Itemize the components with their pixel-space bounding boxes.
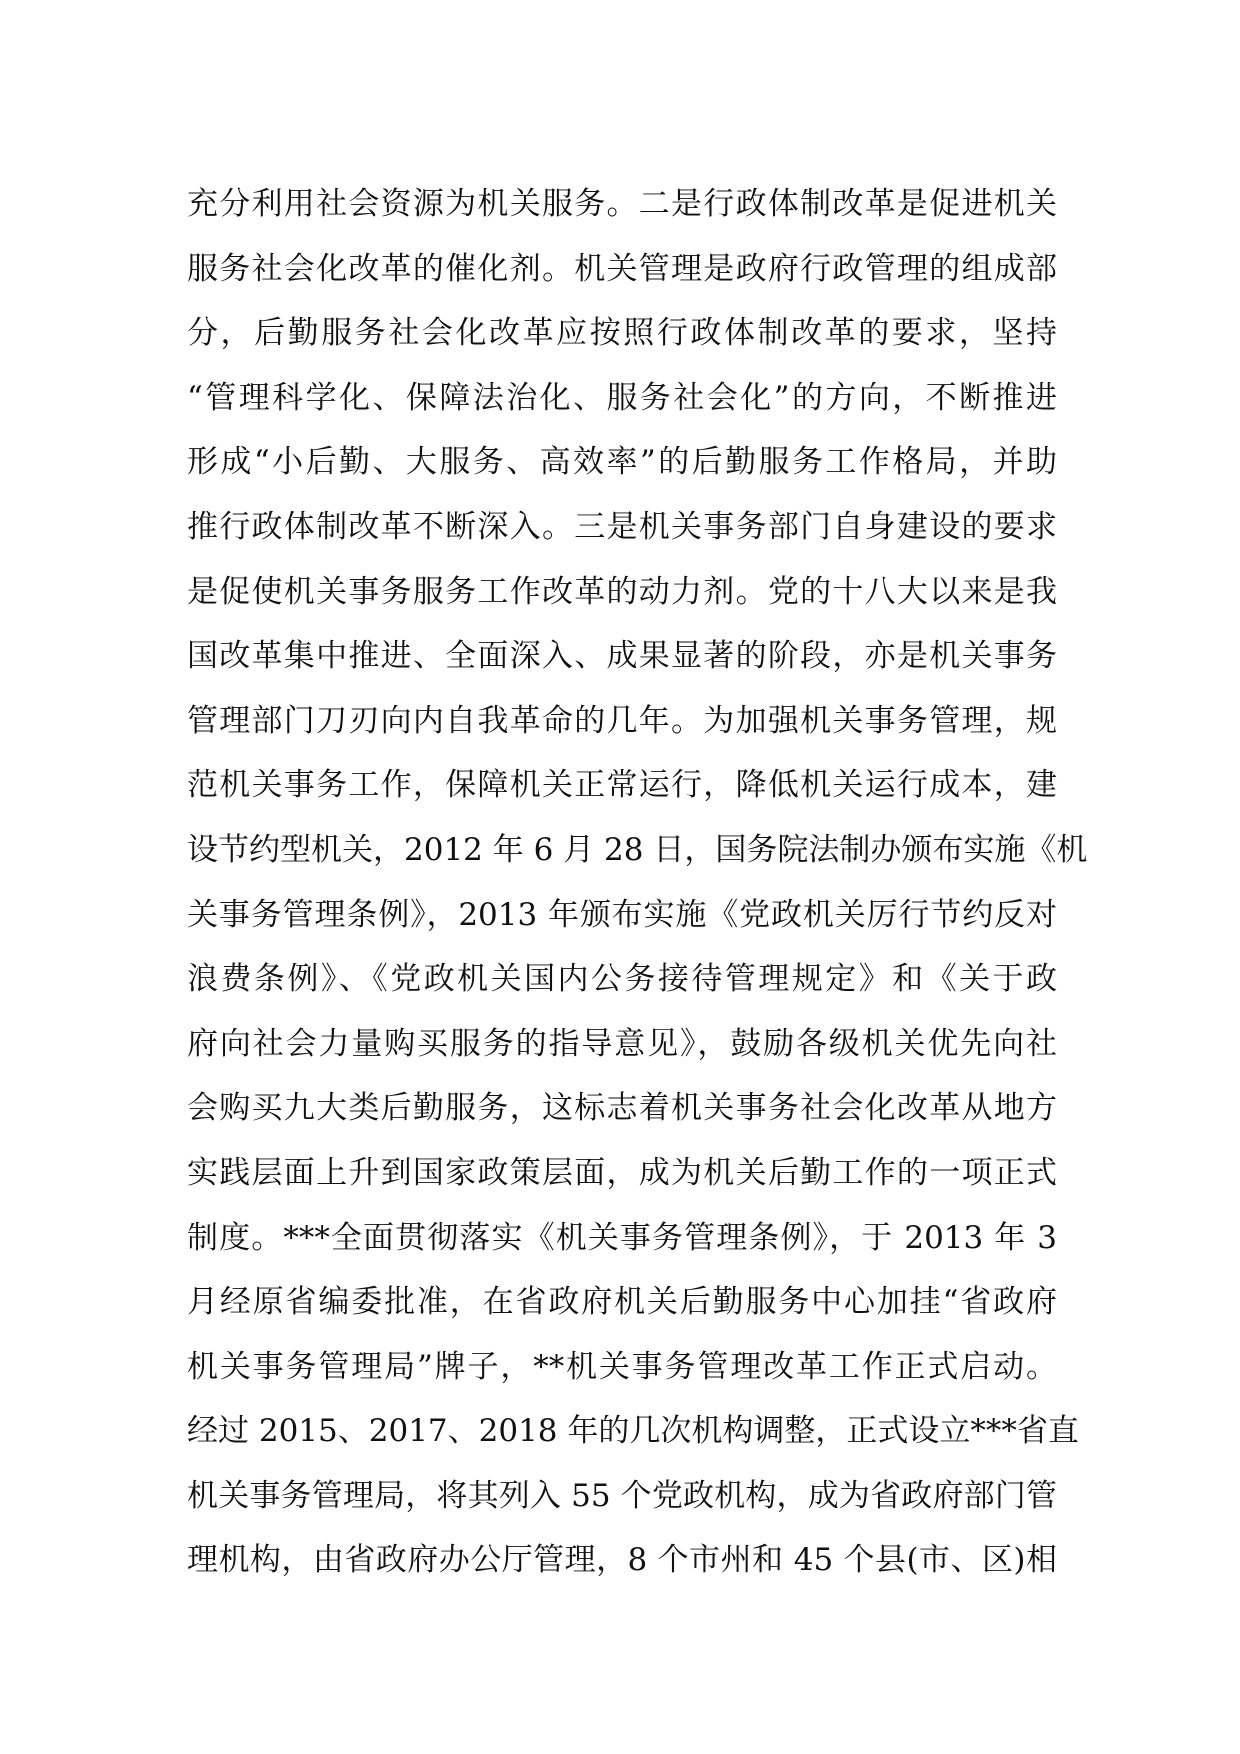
body-paragraph xyxy=(187,172,1088,1593)
text-line-5: 形成“小后勤、大服务、高效率”的后勤服务工作格局，并助 xyxy=(187,444,1057,481)
text-line-7: 是促使机关事务服务工作改革的动力剂。党的十八大以来是我 xyxy=(187,573,1057,610)
text-line-19: 机关事务管理局”牌子，**机关事务管理改革工作正式启动。 xyxy=(187,1348,1057,1385)
text-line-2: 服务社会化改革的催化剂。机关管理是政府行政管理的组成部 xyxy=(187,250,1057,287)
text-line-4: “管理科学化、保障法治化、服务社会化”的方向，不断推进 xyxy=(187,379,1057,416)
text-line-16: 实践层面上升到国家政策层面，成为机关后勤工作的一项正式 xyxy=(187,1154,1057,1191)
text-line-15: 会购买九大类后勤服务，这标志着机关事务社会化改革从地方 xyxy=(187,1090,1057,1127)
text-line-14: 府向社会力量购买服务的指导意见》，鼓励各级机关优先向社 xyxy=(187,1025,1057,1062)
text-line-8: 国改革集中推进、全面深入、成果显著的阶段，亦是机关事务 xyxy=(187,638,1057,675)
text-line-18: 月经原省编委批准，在省政府机关后勤服务中心加挂“省政府 xyxy=(187,1284,1057,1321)
text-line-1: 充分利用社会资源为机关服务。二是行政体制改革是促进机关 xyxy=(187,186,1057,222)
text-line-10: 范机关事务工作，保障机关正常运行，降低机关运行成本，建 xyxy=(187,767,1057,804)
text-line-11: 设节约型机关，2012 年 6 月 28 日，国务院法制办颁布实施《机 xyxy=(187,831,1088,868)
text-line-12: 关事务管理条例》，2013 年颁布实施《党政机关厉行节约反对 xyxy=(187,896,1057,933)
text-line-6: 推行政体制改革不断深入。三是机关事务部门自身建设的要求 xyxy=(187,508,1057,545)
text-line-9: 管理部门刀刃向内自我革命的几年。为加强机关事务管理，规 xyxy=(187,702,1057,739)
text-line-17: 制度。***全面贯彻落实《机关事务管理条例》，于 2013 年 3 xyxy=(187,1219,1057,1256)
text-line-21: 机关事务管理局，将其列入 55 个党政机构，成为省政府部门管 xyxy=(187,1477,1057,1514)
text-line-13: 浪费条例》、《党政机关国内公务接待管理规定》和《关于政 xyxy=(187,961,1057,998)
text-line-3: 分，后勤服务社会化改革应按照行政体制改革的要求，坚持 xyxy=(187,315,1057,352)
text-line-22: 理机构，由省政府办公厅管理，8 个市州和 45 个县(市、区)相 xyxy=(187,1542,1057,1579)
text-line-20: 经过 2015、2017、2018 年的几次机构调整，正式设立***省直 xyxy=(187,1413,1079,1450)
